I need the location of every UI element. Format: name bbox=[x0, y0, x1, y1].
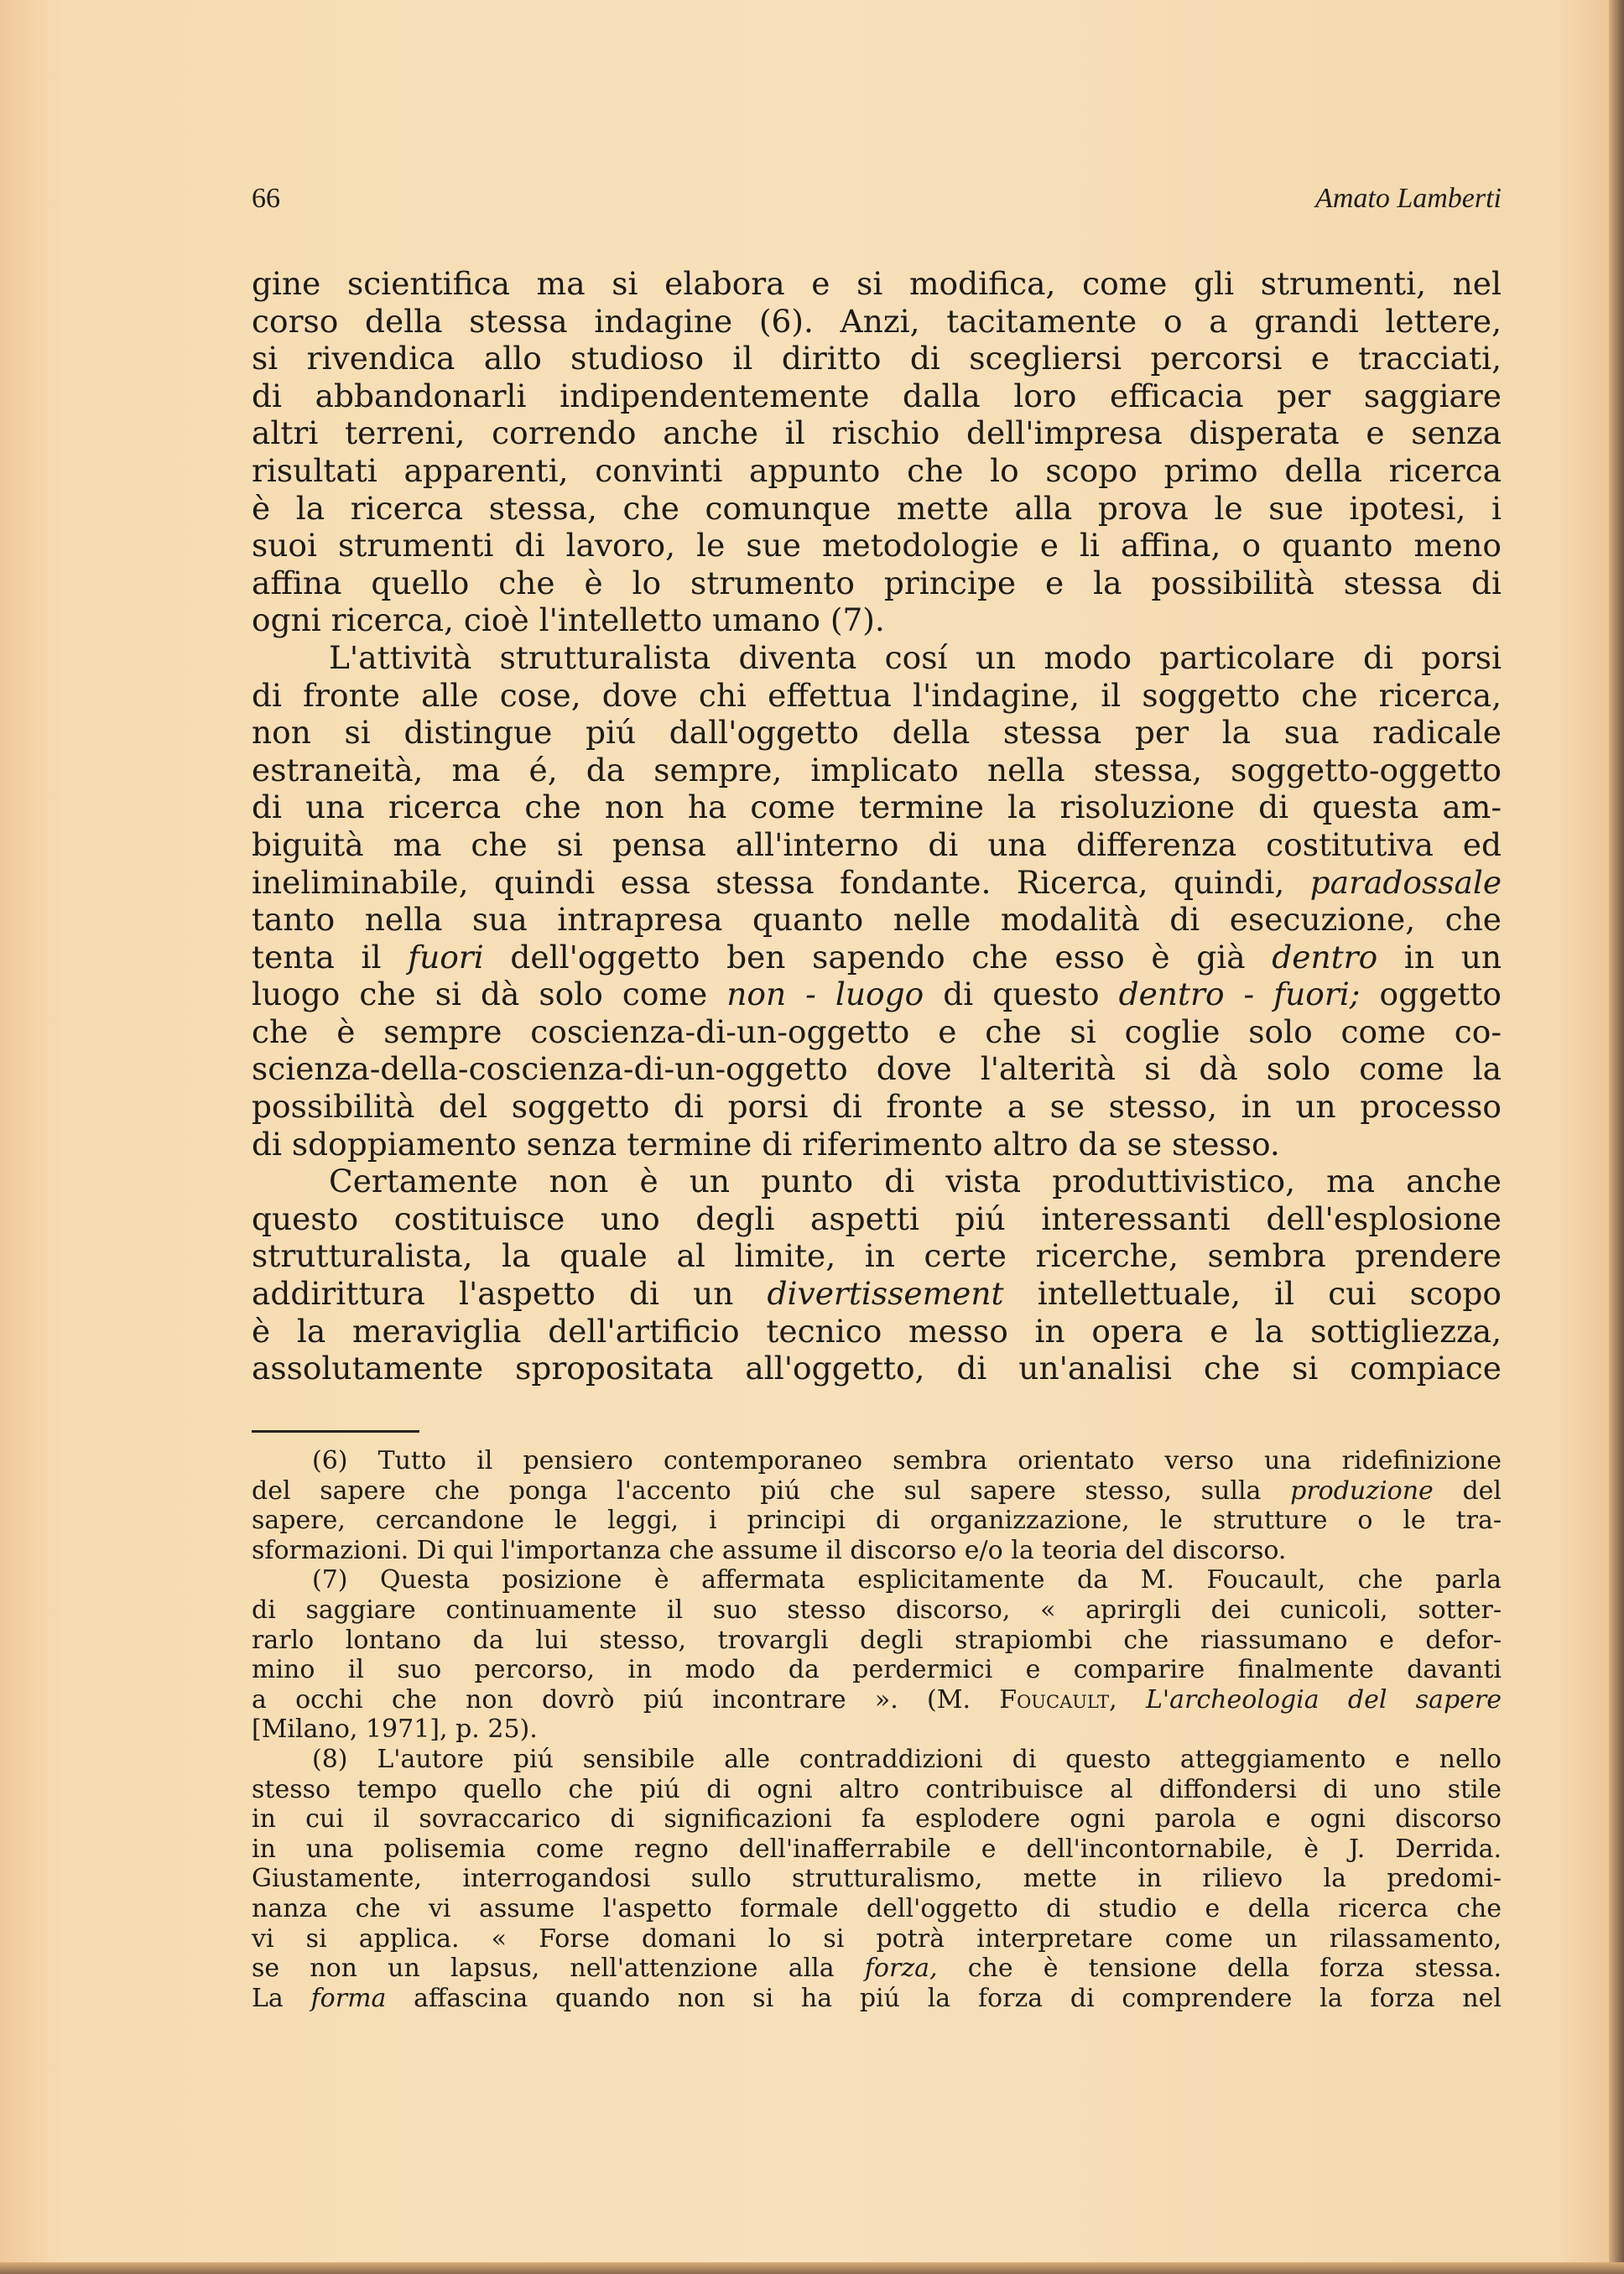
text-line: che è sempre coscienza-di-un-oggetto e che si coglie solo come co- bbox=[252, 1012, 1502, 1050]
text-run: ineliminabile, quindi essa stessa fondante. Ricerca, quindi, bbox=[252, 863, 1285, 901]
text-line: L'attività strutturalista diventa cosí un modo particolare di porsi bbox=[329, 638, 1502, 676]
text-line: di sdoppiamento senza termine di riferimento altro da se stesso. bbox=[252, 1125, 1280, 1163]
text-line: Certamente non è un punto di vista produttivistico, ma anche bbox=[329, 1163, 1502, 1200]
italic-term: forma bbox=[310, 1983, 387, 2013]
italic-term: fuori bbox=[408, 938, 484, 976]
footnotes bbox=[252, 1446, 1502, 2013]
footnote-separator bbox=[252, 1430, 419, 1433]
text-line: si rivendica allo studioso il diritto di scegliersi percorsi e tracciati, bbox=[252, 340, 1502, 377]
page-edge-bottom bbox=[0, 2262, 1624, 2274]
footnote-line: stesso tempo quello che piú di ogni altro contribuisce al diffondersi di uno stile bbox=[252, 1774, 1502, 1804]
footnote-line: (7) Questa posizione è affermata esplicitamente da M. Foucault, che parla bbox=[312, 1565, 1502, 1595]
text-line: è la ricerca stessa, che comunque mette alla prova le sue ipotesi, i bbox=[252, 489, 1502, 527]
text-line: ogni ricerca, cioè l'intelletto umano (7). bbox=[252, 601, 885, 639]
author-name: Foucault, bbox=[999, 1684, 1117, 1715]
footnote-line: in una polisemia come regno dell'inafferrabile e dell'incontornabile, è J. Derrida. bbox=[252, 1834, 1502, 1864]
footnote-line bbox=[252, 1685, 1502, 1715]
text-line: questo costituisce uno degli aspetti piú interessanti dell'esplosione bbox=[252, 1199, 1502, 1237]
main-text bbox=[252, 265, 1502, 1387]
footnote-line bbox=[252, 1984, 1502, 2014]
footnote-line: mino il suo percorso, in modo da perdermici e comparire finalmente davanti bbox=[252, 1655, 1502, 1685]
footnote-line bbox=[252, 1476, 1502, 1506]
text-run: intellettuale, il cui scopo bbox=[1037, 1275, 1502, 1313]
text-line: affina quello che è lo strumento principe e la possibilità stessa di bbox=[252, 564, 1502, 601]
text-run: dell'oggetto ben sapendo che esso è già bbox=[510, 938, 1246, 976]
page-edge-right bbox=[1609, 0, 1624, 2274]
text-line: scienza-della-coscienza-di-un-oggetto dove l'alterità si dà solo come la bbox=[252, 1050, 1502, 1088]
footnote-line: (8) L'autore piú sensibile alle contraddizioni di questo atteggiamento e nello bbox=[312, 1744, 1502, 1774]
text-line: corso della stessa indagine (6). Anzi, tacitamente o a grandi lettere, bbox=[252, 302, 1502, 340]
text-line: di fronte alle cose, dove chi effettua l'indagine, il soggetto che ricerca, bbox=[252, 676, 1502, 714]
text-run: di questo bbox=[943, 976, 1100, 1013]
italic-term: dentro bbox=[1272, 938, 1378, 976]
text-line bbox=[252, 976, 1502, 1013]
text-line: tanto nella sua intrapresa quanto nelle modalità di esecuzione, che bbox=[252, 901, 1502, 939]
text-run: La bbox=[252, 1983, 284, 2013]
text-run: oggetto bbox=[1379, 976, 1502, 1013]
italic-term: paradossale bbox=[1309, 863, 1502, 901]
footnote-line: [Milano, 1971], p. 25). bbox=[252, 1715, 538, 1745]
footnote-line: sapere, cercandone le leggi, i principi di organizzazione, le strutture o le tra- bbox=[252, 1506, 1502, 1536]
text-line bbox=[252, 939, 1502, 976]
footnote-line bbox=[252, 1954, 1502, 1984]
text-line: di una ricerca che non ha come termine la risoluzione di questa am- bbox=[252, 788, 1502, 826]
text-run: se non un lapsus, nell'attenzione alla bbox=[252, 1954, 835, 1984]
text-run: tenta il bbox=[252, 938, 382, 976]
text-line: assolutamente spropositata all'oggetto, di un'analisi che si compiace bbox=[252, 1350, 1502, 1387]
italic-term: non - luogo bbox=[726, 976, 924, 1013]
text-line: suoi strumenti di lavoro, le sue metodologie e li affina, o quanto meno bbox=[252, 527, 1502, 565]
footnote-line: nanza che vi assume l'aspetto formale dell'oggetto di studio e della ricerca che bbox=[252, 1893, 1502, 1923]
text-line: non si distingue piú dall'oggetto della stessa per la sua radicale bbox=[252, 714, 1502, 752]
text-run: a occhi che non dovrò piú incontrare ». (M. bbox=[252, 1684, 971, 1715]
text-line: di abbandonarli indipendentemente dalla loro efficacia per saggiare bbox=[252, 377, 1502, 414]
text-line: altri terreni, correndo anche il rischio dell'impresa disperata e senza bbox=[252, 414, 1502, 452]
footnote-line: Giustamente, interrogandosi sullo strutturalismo, mette in rilievo la predomi- bbox=[252, 1864, 1502, 1894]
text-run: affascina quando non si ha piú la forza di comprendere la forza nel bbox=[414, 1983, 1502, 2013]
text-run: del sapere che ponga l'accento piú che sul sapere stesso, sulla bbox=[252, 1475, 1262, 1506]
italic-title: L'archeologia del sapere bbox=[1145, 1684, 1502, 1715]
text-line: è la meraviglia dell'artificio tecnico messo in opera e la sottigliezza, bbox=[252, 1312, 1502, 1350]
italic-term: forza, bbox=[864, 1954, 938, 1984]
text-run: addirittura l'aspetto di un bbox=[252, 1275, 734, 1313]
text-line bbox=[252, 864, 1502, 902]
text-line bbox=[252, 1275, 1502, 1313]
text-run: luogo che si dà solo come bbox=[252, 976, 708, 1013]
text-run: del bbox=[1462, 1475, 1502, 1506]
text-line: strutturalista, la quale al limite, in certe ricerche, sembra prendere bbox=[252, 1237, 1502, 1275]
running-head: Amato Lamberti bbox=[1315, 183, 1502, 214]
italic-term: produzione bbox=[1290, 1475, 1434, 1506]
page-header bbox=[252, 183, 1502, 225]
text-line: estraneità, ma é, da sempre, implicato nella stessa, soggetto-oggetto bbox=[252, 751, 1502, 788]
italic-term: divertissement bbox=[767, 1275, 1004, 1313]
text-line: gine scientifica ma si elabora e si modifica, come gli strumenti, nel bbox=[252, 265, 1502, 302]
text-line: possibilità del soggetto di porsi di fronte a se stesso, in un processo bbox=[252, 1088, 1502, 1126]
text-run: che è tensione della forza stessa. bbox=[967, 1954, 1502, 1984]
footnote-line: di saggiare continuamente il suo stesso discorso, « aprirgli dei cunicoli, sotter- bbox=[252, 1595, 1502, 1625]
page-number: 66 bbox=[252, 183, 280, 214]
footnote-line: in cui il sovraccarico di significazioni fa esplodere ogni parola e ogni discorso bbox=[252, 1804, 1502, 1834]
footnote-line: sformazioni. Di qui l'importanza che assume il discorso e/o la teoria del discorso. bbox=[252, 1535, 1287, 1565]
text-line: risultati apparenti, convinti appunto che lo scopo primo della ricerca bbox=[252, 451, 1502, 489]
italic-term: dentro - fuori; bbox=[1118, 976, 1361, 1013]
footnote-line: (6) Tutto il pensiero contemporaneo sembra orientato verso una ridefinizione bbox=[312, 1446, 1502, 1475]
footnote-line: vi si applica. « Forse domani lo si potrà interpretare come un rilassamento, bbox=[252, 1923, 1502, 1954]
text-run: in un bbox=[1403, 938, 1502, 976]
footnote-line: rarlo lontano da lui stesso, trovargli degli strapiombi che riassumano e defor- bbox=[252, 1625, 1502, 1655]
text-line: biguità ma che si pensa all'interno di una differenza costitutiva ed bbox=[252, 825, 1502, 863]
